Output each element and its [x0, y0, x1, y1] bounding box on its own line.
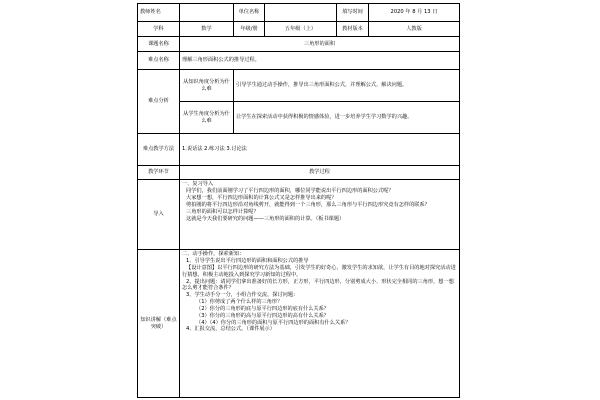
key-point-row	[138, 52, 460, 70]
subject-label: 学科	[138, 22, 180, 37]
new-lesson-line: （1）你剪成了两个什么样的三角形？	[196, 298, 283, 305]
lesson-plan-table	[137, 3, 460, 398]
analysis-knowledge-row	[138, 70, 460, 102]
intro-label: 导入	[138, 180, 180, 250]
unit-value	[265, 4, 337, 22]
new-lesson-line: 4、汇报交流，总结公式。（课件展示）	[186, 326, 275, 333]
topic-value: 三角形的面积	[180, 37, 460, 52]
intro-content	[180, 180, 460, 250]
methods-label: 难点教学方法	[138, 134, 180, 166]
intro-row	[138, 180, 460, 250]
knowledge-angle-label: 从知识角度分析为什么难	[180, 70, 234, 102]
subject-row	[138, 22, 460, 37]
intro-line: 剪拍刚的将平行四边形沿对角线剪开，就能得到一个三角形，那么三角形与平行四边形究竟有怎样的联系？	[186, 202, 430, 209]
analysis-student-row	[138, 102, 460, 134]
grade-label: 年级/册	[234, 22, 265, 37]
intro-line: 同学们，我们前面刚学习了平行四边形的面积，哪位同学能说出平行四边形的面积公式呢？	[186, 188, 394, 195]
teacher-value	[180, 4, 234, 22]
new-lesson-label: 知识讲解（难点突破）	[138, 250, 180, 398]
header-row	[138, 4, 460, 22]
key-point-value: 理解三角形面积公式的推导过程。	[180, 52, 460, 70]
process-step-label: 教学环节	[138, 166, 180, 180]
textbook-label: 教材版本	[337, 22, 369, 37]
topic-row	[138, 37, 460, 52]
grade-value: 五年级（上）	[265, 22, 337, 37]
key-point-label: 难点名称	[138, 52, 180, 70]
process-title: 教学过程	[180, 166, 460, 180]
new-lesson-line: 3、学生动手分一分，小组合作交流，探讨问题：	[186, 291, 299, 298]
process-header-row	[138, 166, 460, 180]
new-lesson-line: （4）（4）你分的三角形的面积与原平行四边形的面积有什么关系？	[196, 319, 351, 326]
new-lesson-line: 二、动手操作，探索新知：	[182, 251, 245, 258]
new-lesson-line: （2）你分的三角形的底与原平行四边形的底有什么关系？	[196, 305, 329, 312]
intro-line: 一、复习导入	[182, 181, 214, 188]
date-value: 2020 年 8 月 13 日	[369, 4, 460, 22]
new-lesson-content	[180, 250, 460, 398]
student-angle-label: 从学生角度分析为什么难	[180, 102, 234, 134]
new-lesson-line: 1、引导学生说出平行四边形的面积和面积公式的推导	[186, 258, 309, 265]
new-lesson-line: （3）你分的三角形的高与原平行四边形的高有什么关系？	[196, 312, 329, 319]
methods-value: 1.说话法 2.练习法 3.讨论法	[180, 134, 460, 166]
new-lesson-line: 2、提出问题：请同学们拿出准备好的长方形，正方形，平行四边形，分别剪成大小、形状完全相同的三角形，想一想怎么剪才能符合条件？	[182, 278, 454, 292]
student-angle-text: 让学生在探索活动中获得积极的情感体验，进一步培养学生学习数学的兴趣。	[234, 102, 460, 134]
topic-label: 课题名称	[138, 37, 180, 52]
unit-label: 单位名称	[234, 4, 265, 22]
teacher-label: 教师姓名	[138, 4, 180, 22]
analysis-label: 难点分析	[138, 70, 180, 134]
subject-value: 数学	[180, 22, 234, 37]
intro-line: 三角形的面积可以怎样计算呢？	[186, 208, 259, 215]
intro-line: 这就是今天我们要研究的问题——三角形的面积的计算。（板书课题）	[186, 215, 345, 222]
knowledge-angle-text: 引导学生通过动手操作，推导出三角形面积公式，并理解公式，解决问题。	[234, 70, 460, 102]
textbook-value: 人教版	[369, 22, 460, 37]
intro-line: 大家想一想，平行四边形面积的计算公式又是怎样推导出来的呢？	[186, 195, 337, 202]
new-lesson-line: 【设计意图】以平行四边形的研究方法为基础，引发学生的好奇心，激发学生的求知欲，让学生有目的地对探究活动进行猜想，积极主动地投入到探究学习新知的过程中。	[182, 265, 456, 278]
methods-row	[138, 134, 460, 166]
date-label: 填写时间	[337, 4, 369, 22]
new-lesson-row	[138, 250, 460, 398]
